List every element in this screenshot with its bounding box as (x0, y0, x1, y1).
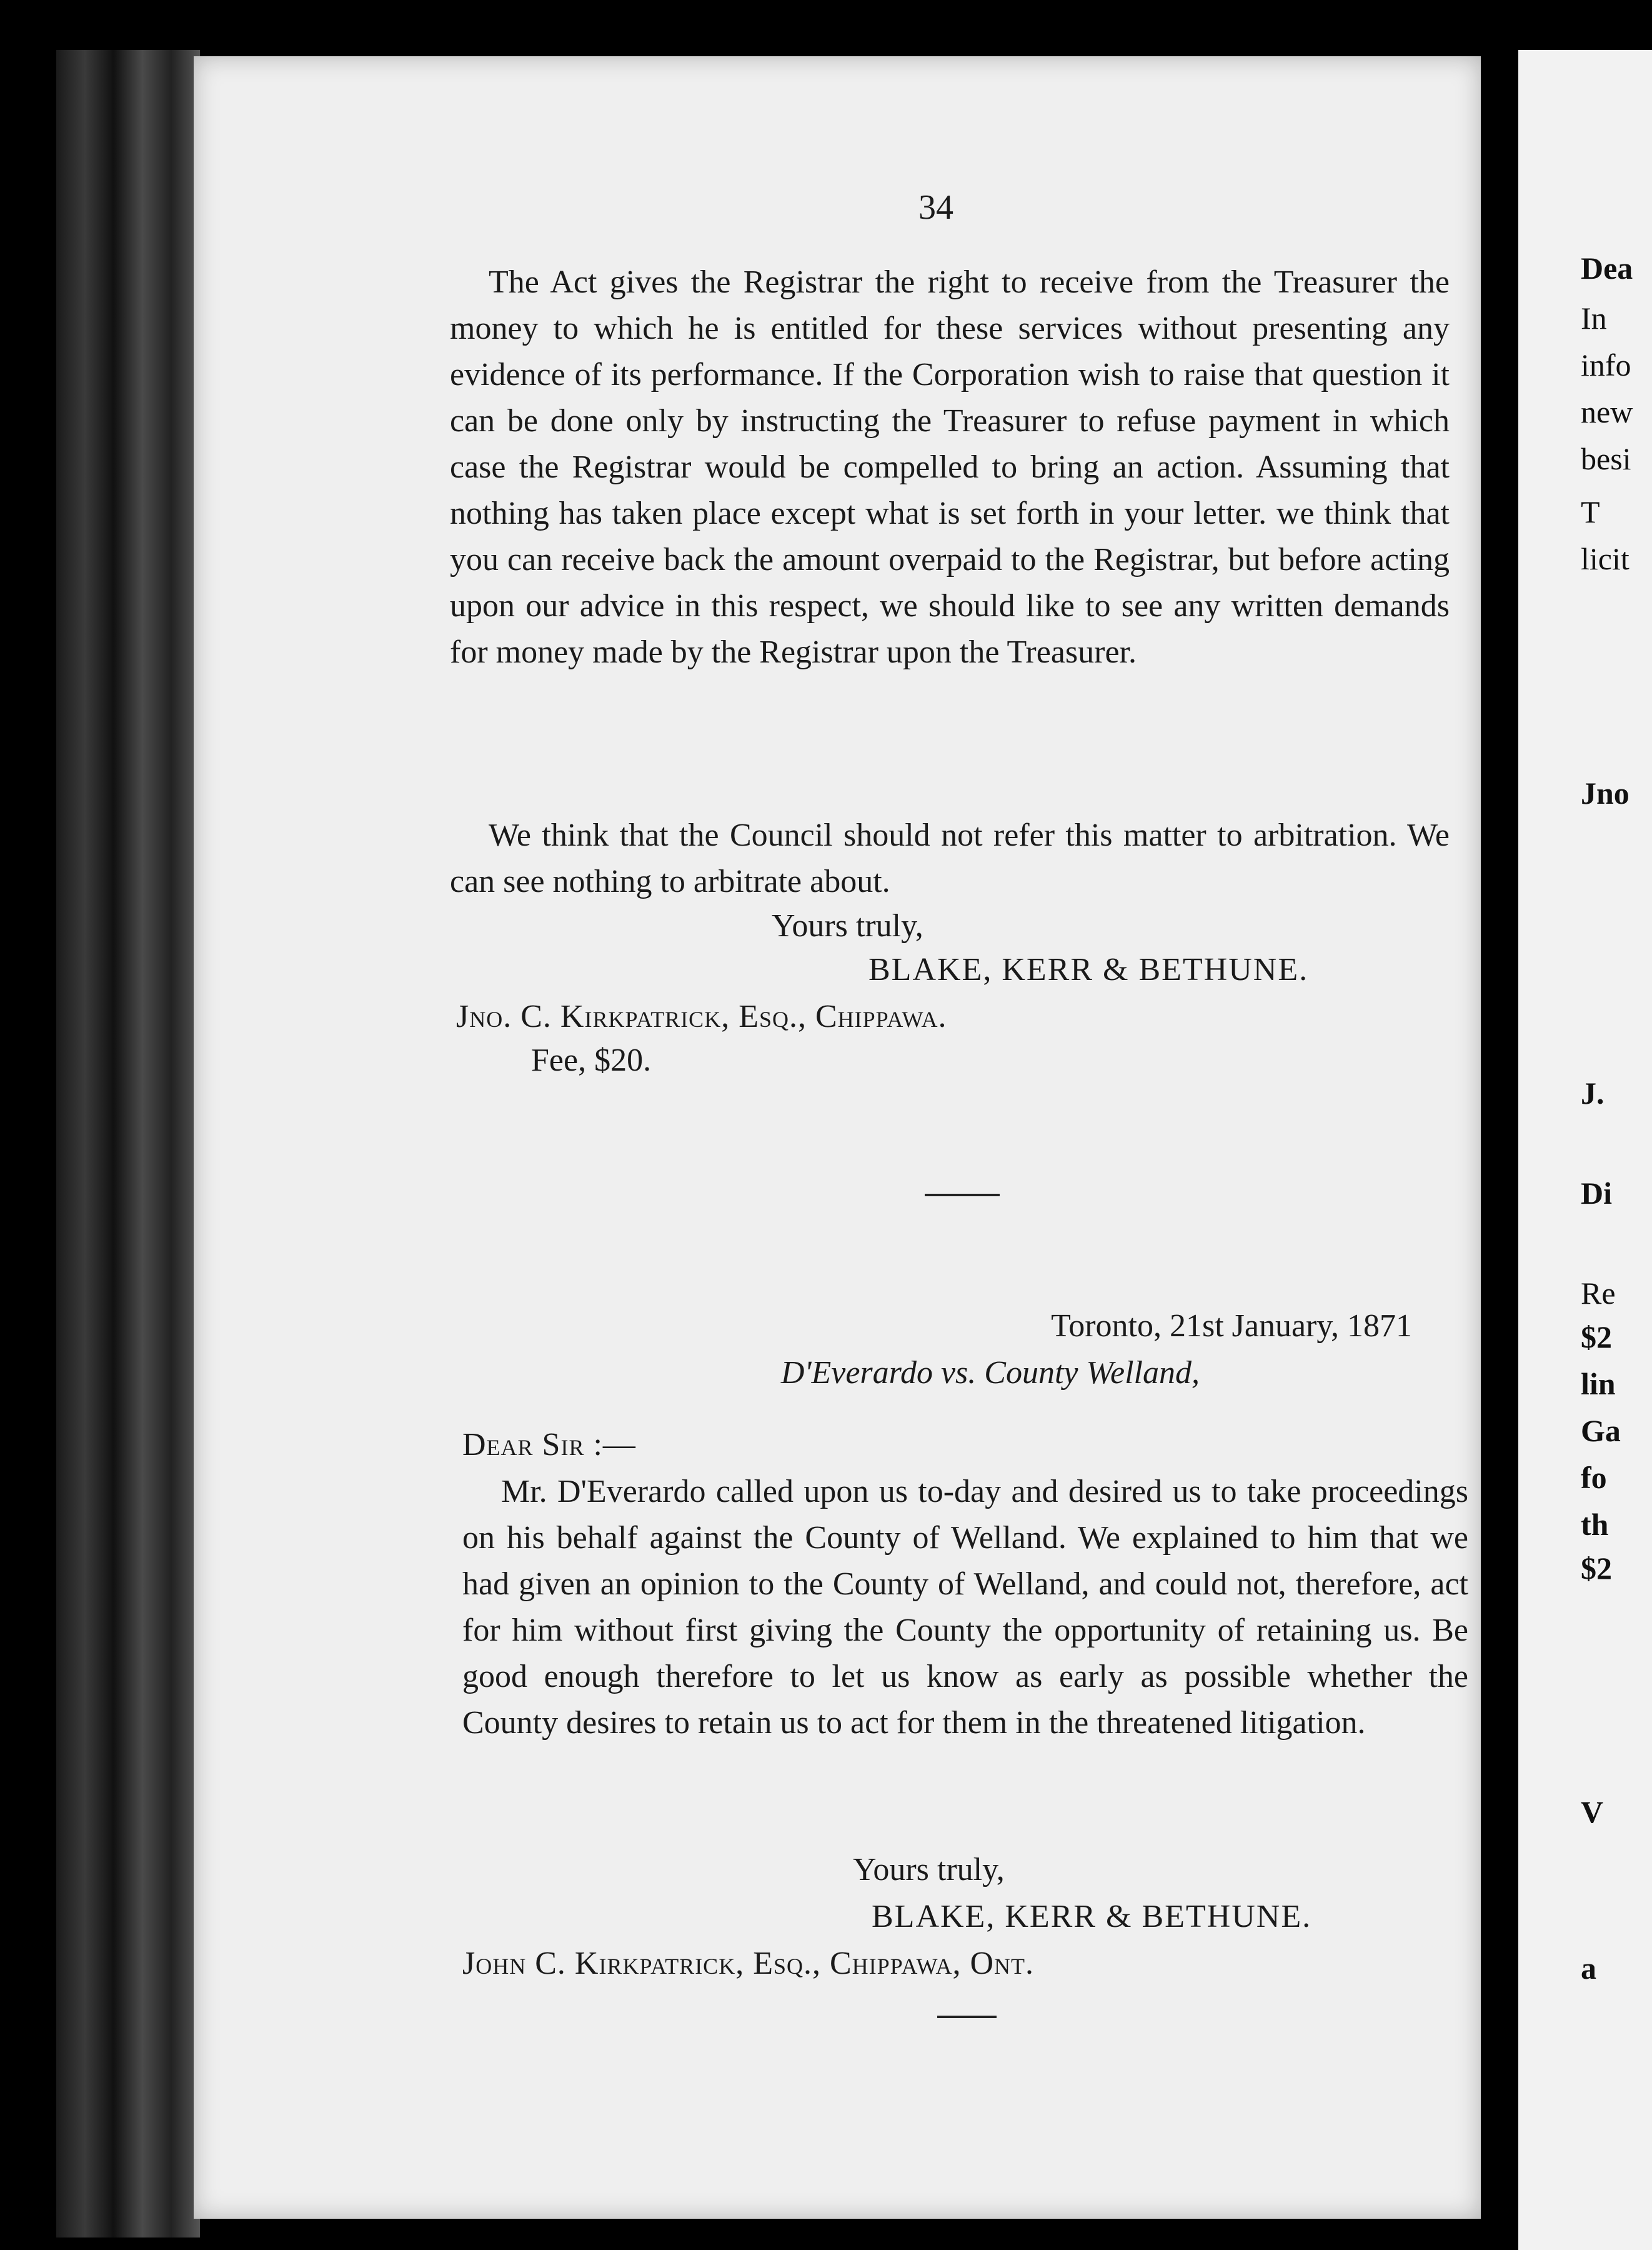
page-gutter (1481, 0, 1518, 2250)
facing-fragment: In (1581, 301, 1607, 336)
facing-fragment: V (1581, 1794, 1604, 1829)
book-edge (56, 50, 200, 2238)
facing-fragment: $2 (1581, 1319, 1612, 1354)
facing-fragment: Ga (1581, 1413, 1621, 1448)
letter2-salutation: Dear Sir :— (462, 1427, 636, 1462)
facing-fragment: fo (1581, 1460, 1607, 1495)
facing-fragment: besi (1581, 441, 1631, 476)
facing-fragment: Jno (1581, 776, 1630, 811)
letter1-paragraph-1: The Act gives the Registrar the right to receive from the Treasurer the money to which he is entitled for these services without presenting any evidence of its performance. If the Corporation wish to raise that question it can be done only by instructing the Treasurer to refuse payment in which case the Registrar would be compelled to bring an action. Assuming that nothing has taken place except what is set forth in your letter. we think that you can receive back the amount overpaid to the Registrar, but before acting upon our advice in this respect, we should like to see any written demands for money made by the Registrar upon the Treasurer. (450, 264, 1450, 670)
facing-fragment: licit (1581, 541, 1630, 576)
letter1-addressee: Jno. C. Kirkpatrick, Esq., Chippawa. (456, 999, 947, 1034)
letter1-closing: Yours truly, (772, 908, 923, 944)
end-divider (937, 2016, 997, 2018)
facing-fragment: Re (1581, 1276, 1616, 1311)
section-divider (925, 1194, 1000, 1196)
facing-fragment: J. (1581, 1076, 1605, 1111)
facing-fragment: lin (1581, 1366, 1616, 1401)
letter2-closing: Yours truly, (853, 1852, 1005, 1888)
facing-fragment: T (1581, 494, 1600, 529)
facing-fragment: new (1581, 394, 1633, 429)
letter1-paragraph-2: We think that the Council should not refer this matter to arbitration. We can see nothing to arbitrate about. (450, 818, 1450, 899)
facing-fragment: a (1581, 1951, 1596, 1986)
letter2-date: Toronto, 21st January, 1871 (1051, 1308, 1412, 1344)
facing-fragment: th (1581, 1507, 1609, 1542)
letter2-addressee: John C. Kirkpatrick, Esq., Chippawa, Ont. (462, 1946, 1035, 1981)
letter1-fee: Fee, $20. (531, 1042, 652, 1078)
letter2-case: D'Everardo vs. County Welland, (780, 1355, 1200, 1391)
facing-fragment: info (1581, 348, 1631, 382)
facing-fragment: Dea (1581, 251, 1633, 286)
letter1-signature: BLAKE, KERR & BETHUNE. (868, 952, 1309, 988)
letter2-paragraph: Mr. D'Everardo called upon us to-day and desired us to take proceedings on his behalf against the County of Welland. We explained to him that we had given an opinion to the County of Welland, and could not, therefore, act for him without first giving the County the opportunity of retaining us. Be good enough therefore to let us know as early as possible whether the County desires to retain us to act for them in the threatened litigation. (462, 1474, 1468, 1741)
facing-fragment: Di (1581, 1176, 1612, 1211)
facing-fragment: $2 (1581, 1551, 1612, 1586)
letter2-signature: BLAKE, KERR & BETHUNE. (872, 1899, 1312, 1934)
page-number: 34 (918, 188, 953, 227)
